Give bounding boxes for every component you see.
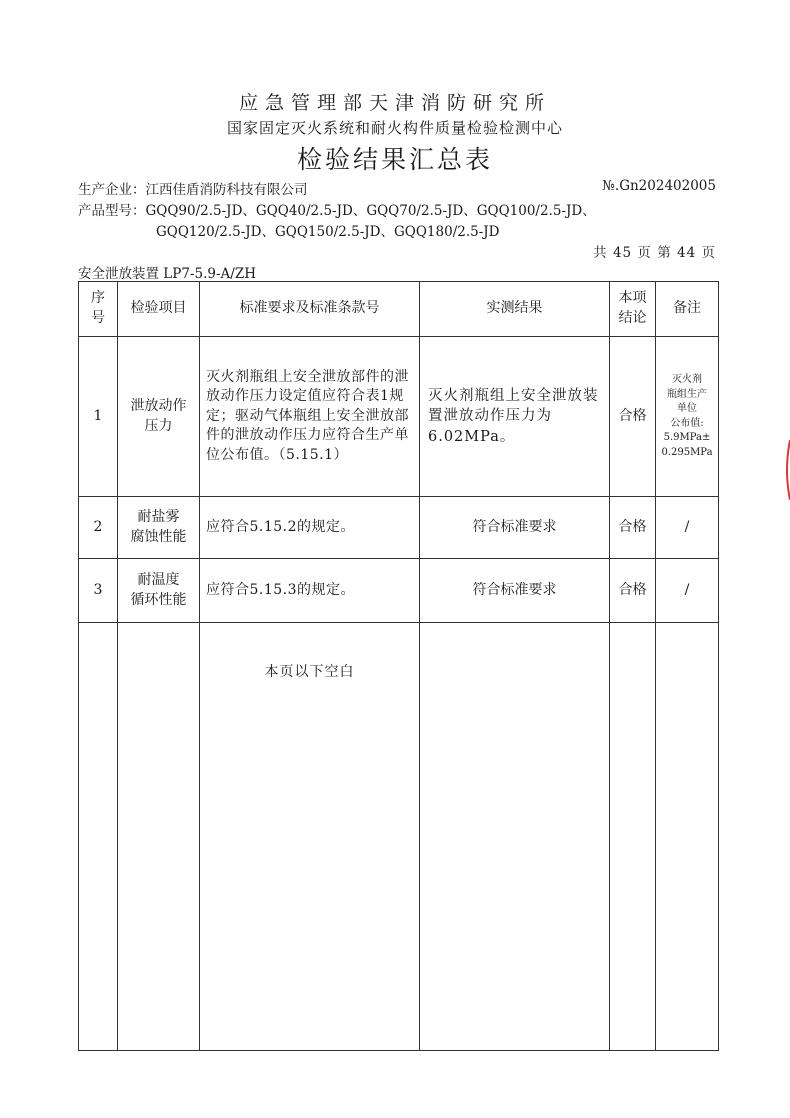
header-conclusion: 本项 结论 (610, 282, 656, 337)
row-remark: / (656, 559, 719, 623)
row-index: 1 (79, 337, 118, 497)
table-row (79, 497, 719, 559)
document-title: 检验结果汇总表 (296, 145, 493, 174)
row-remark: / (656, 497, 719, 559)
manufacturer: 生产企业：江西佳盾消防科技有限公司 (78, 182, 308, 198)
testing-center-name: 国家固定灭火系统和耐火构件质量检验检测中心 (226, 119, 563, 137)
product-name: 安全泄放装置 LP7-5.9-A/ZH (78, 266, 256, 282)
table-header-row (79, 282, 719, 337)
blank-row (79, 623, 719, 1051)
results-table (78, 281, 719, 1051)
row-test-item: 耐盐雾 腐蚀性能 (118, 497, 200, 559)
product-model-line-2: GQQ120/2.5-JD、GQQ150/2.5-JD、GQQ180/2.5-JD (156, 224, 500, 240)
table-row (79, 337, 719, 497)
header-remark: 备注 (656, 282, 719, 337)
row-result: 符合标准要求 (420, 497, 610, 559)
row-test-item: 泄放动作 压力 (118, 337, 200, 497)
blank-page-note: 本页以下空白 (264, 664, 355, 680)
header-standard: 标准要求及标准条款号 (200, 282, 420, 337)
row-remark: 灭火剂 瓶组生产 单位 公布值: 5.9MPa± 0.295MPa (656, 337, 719, 497)
row-conclusion: 合格 (610, 497, 656, 559)
row-result: 灭火剂瓶组上安全泄放装置泄放动作压力为6.02MPa。 (420, 337, 610, 497)
row-index: 3 (79, 559, 118, 623)
report-number: №.Gn202402005 (602, 178, 716, 194)
blank-note-cell (200, 623, 420, 1051)
table-row (79, 559, 719, 623)
row-conclusion: 合格 (610, 337, 656, 497)
row-test-item: 耐温度 循环性能 (118, 559, 200, 623)
header-test-item: 检验项目 (118, 282, 200, 337)
row-result: 符合标准要求 (420, 559, 610, 623)
product-model-line-1: 产品型号：GQQ90/2.5-JD、GQQ40/2.5-JD、GQQ70/2.5-JD、GQQ100/2.5-JD、 (78, 203, 596, 219)
header-result: 实测结果 (420, 282, 610, 337)
row-conclusion: 合格 (610, 559, 656, 623)
row-standard: 灭火剂瓶组上安全泄放部件的泄放动作压力设定值应符合表1规定；驱动气体瓶组上安全泄放部件的泄放动作压力应符合生产单位公布值。（5.15.1） (200, 337, 420, 497)
organization-name: 应急管理部天津消防研究所 (238, 92, 551, 114)
header-index: 序 号 (79, 282, 118, 337)
row-standard: 应符合5.15.3的规定。 (200, 559, 420, 623)
row-index: 2 (79, 497, 118, 559)
page-count: 共 45 页 第 44 页 (593, 245, 716, 261)
row-standard: 应符合5.15.2的规定。 (200, 497, 420, 559)
seal-edge-mark (784, 440, 790, 500)
